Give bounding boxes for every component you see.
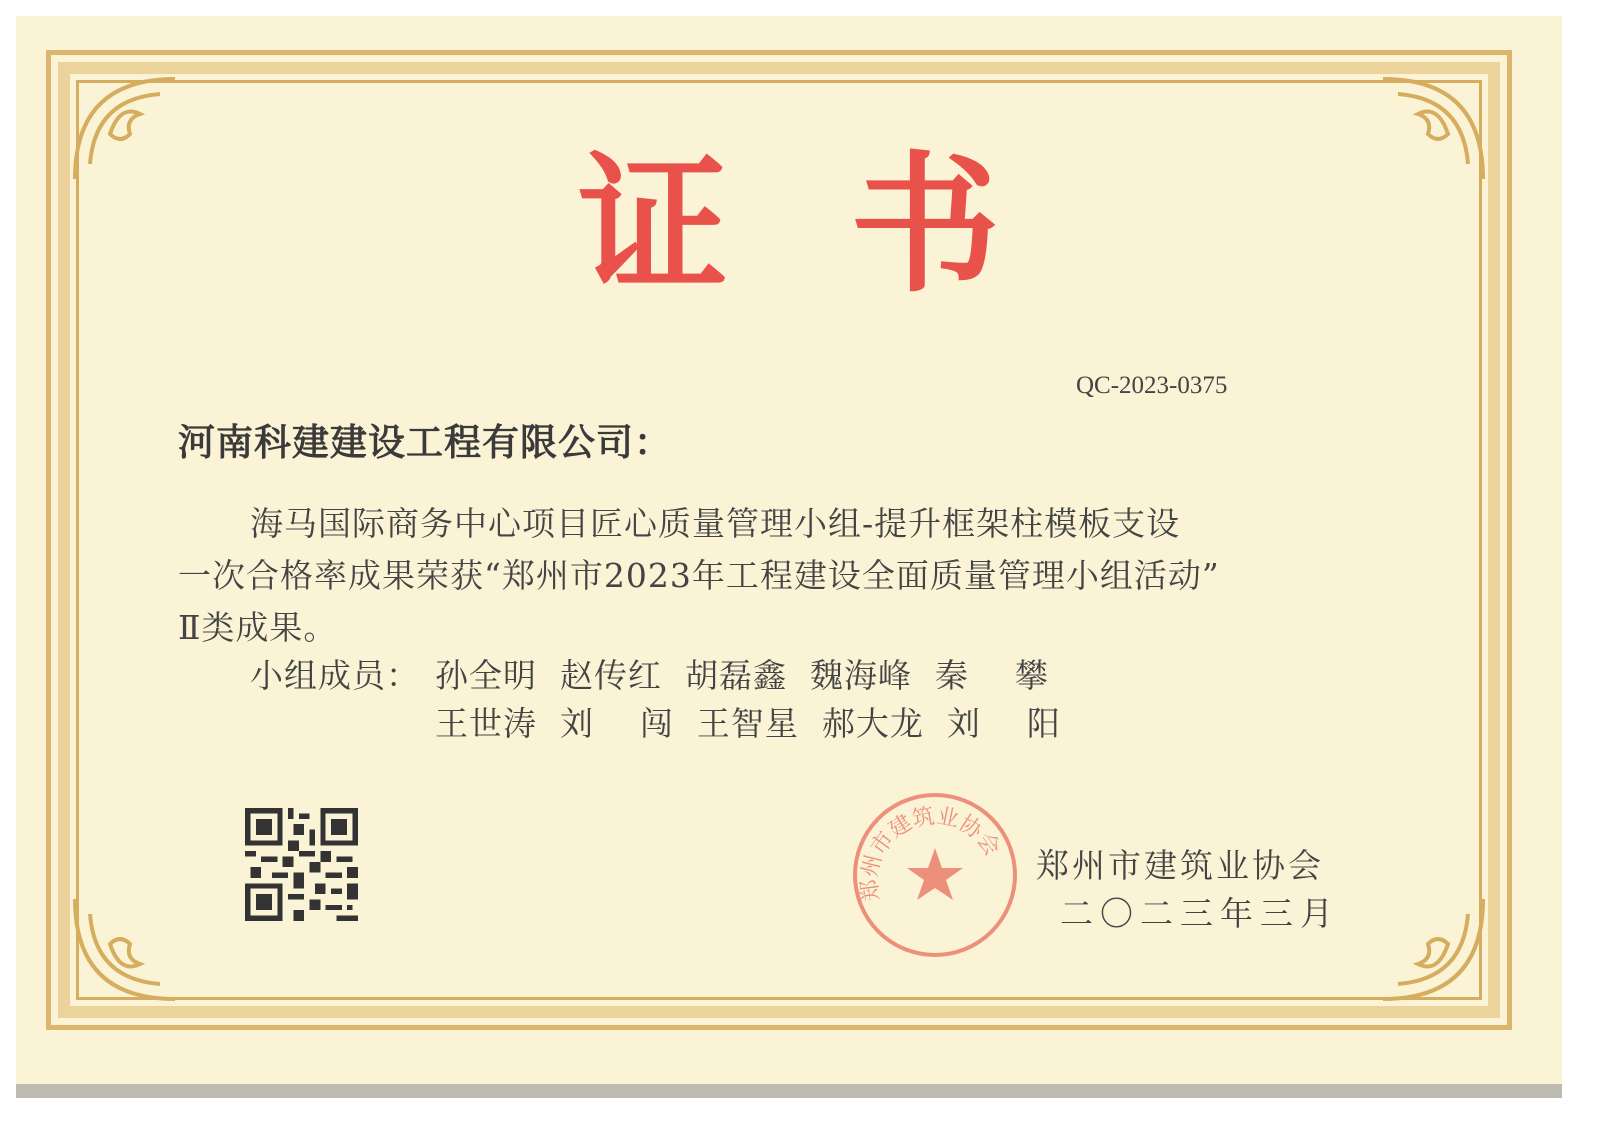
issue-date: 二〇二三年三月 [1060,894,1340,933]
members-row-2: 王世涛 刘 闯 王智星 郝大龙 刘 阳 [435,704,1061,743]
qr-code [245,808,358,921]
official-seal [850,790,1020,960]
recipient-name: 河南科建建设工程有限公司： [178,420,672,464]
body-line-1: 海马国际商务中心项目匠心质量管理小组-提升框架柱模板支设 [250,504,1181,543]
scan-edge [16,1084,1562,1098]
title-char-zheng: 证 [578,137,729,313]
members-row-1: 孙全明 赵传红 胡磊鑫 魏海峰 秦 攀 [435,656,1049,695]
corner-ornament-top-left [70,74,180,184]
seal-text: 郑州市建筑业协会 [857,803,1005,903]
members-label: 小组成员： [250,656,420,695]
certificate-number: QC-2023-0375 [1076,372,1228,399]
body-line-2: 一次合格率成果荣获“郑州市2023年工程建设全面质量管理小组活动” [178,556,1220,595]
corner-ornament-top-right [1378,74,1488,184]
corner-ornament-bottom-right [1378,894,1488,1004]
issuer-name: 郑州市建筑业协会 [1036,846,1324,885]
title-char-shu: 书 [850,137,1001,313]
body-line-3: Ⅱ类成果。 [178,608,338,647]
corner-ornament-bottom-left [70,894,180,1004]
